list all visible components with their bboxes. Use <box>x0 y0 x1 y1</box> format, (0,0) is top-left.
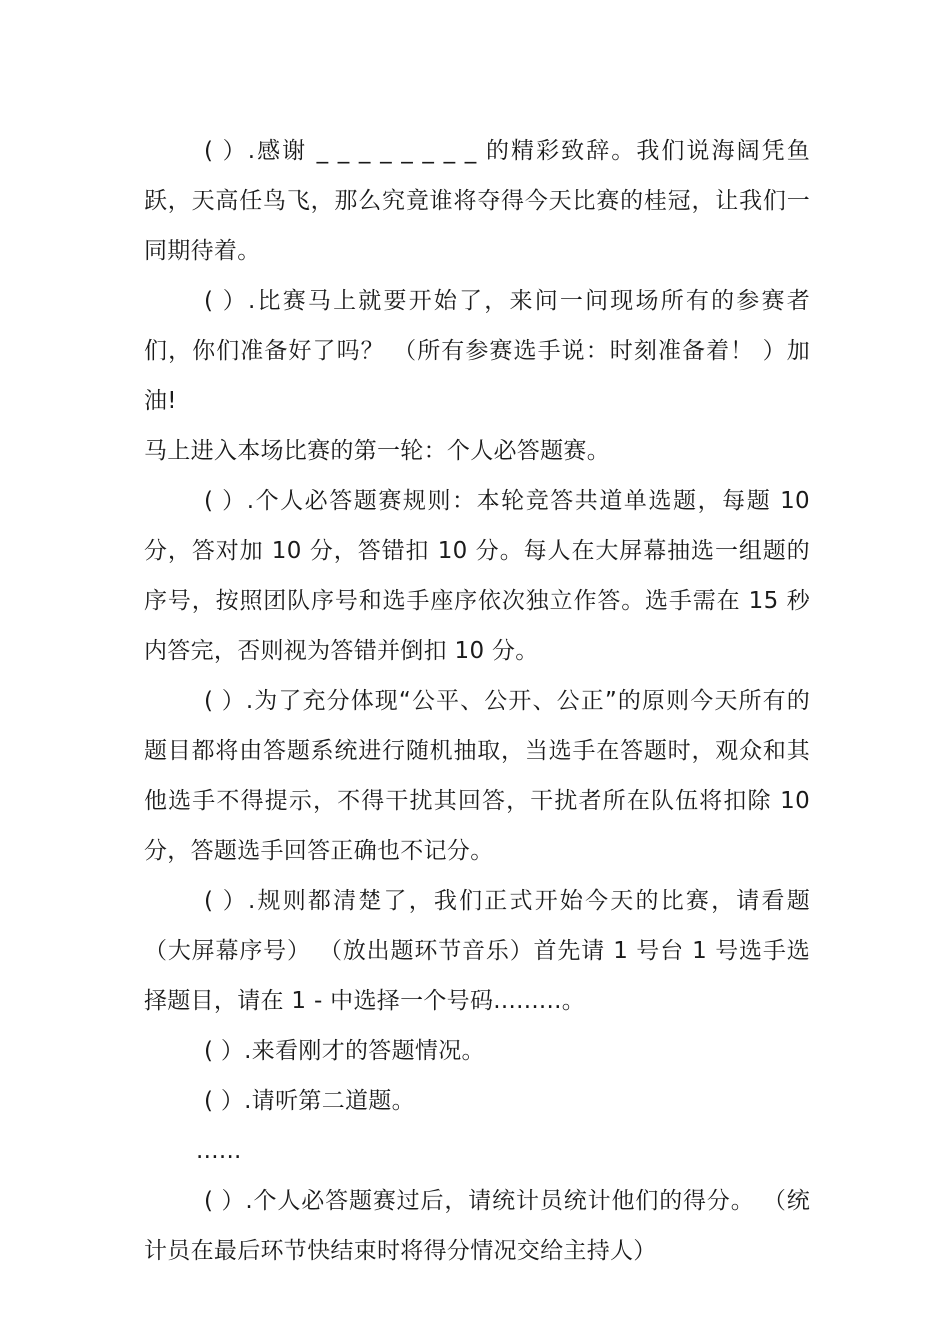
paragraph-scoring: ( ）.个人必答题赛过后，请统计员统计他们的得分。 （统计员在最后环节快结束时将得分情况交给主持人） <box>144 1188 810 1264</box>
paragraph-fairness: ( ）.为了充分体现“公平、公开、公正”的原则今天所有的题目都将由答题系统进行随机抽取，当选手在答题时，观众和其他选手不得提示，不得干扰其回答，干扰者所在队伍将扣除 10 分，答题选手回答正确也不记分。 <box>144 688 810 864</box>
paragraph-first-round: 马上进入本场比赛的第一轮：个人必答题赛。 <box>144 438 610 464</box>
paragraph-review: ( ）.来看刚才的答题情况。 <box>204 1038 485 1064</box>
paragraph-rules: ( ）.个人必答题赛规则：本轮竞答共道单选题，每题 10 分，答对加 10 分，答错扣 10 分。每人在大屏幕抽选一组题的序号，按照团队序号和选手座序依次独立作答。选手需在 15 秒内答完，否则视为答错并倒扣 10 分。 <box>144 488 810 664</box>
paragraph-second-question: ( ）.请听第二道题。 <box>204 1088 415 1114</box>
paragraph-thanks: ( ）.感谢 _ _ _ _ _ _ _ _ 的精彩致辞。我们说海阔凭鱼跃，天高任鸟飞，那么究竟谁将夺得今天比赛的桂冠，让我们一同期待着。 <box>144 138 810 264</box>
paragraph-start: ( ）.规则都清楚了，我们正式开始今天的比赛，请看题 （大屏幕序号） （放出题环节音乐）首先请 1 号台 1 号选手选择题目，请在 1 - 中选择一个号码.........。 <box>144 888 810 1014</box>
paragraph-ellipsis: ...... <box>196 1138 242 1164</box>
document-body <box>144 126 810 1276</box>
paragraph-ready: ( ）.比赛马上就要开始了，来问一问现场所有的参赛者们，你们准备好了吗？ （所有参赛选手说：时刻准备着！ ）加油! <box>144 288 810 414</box>
